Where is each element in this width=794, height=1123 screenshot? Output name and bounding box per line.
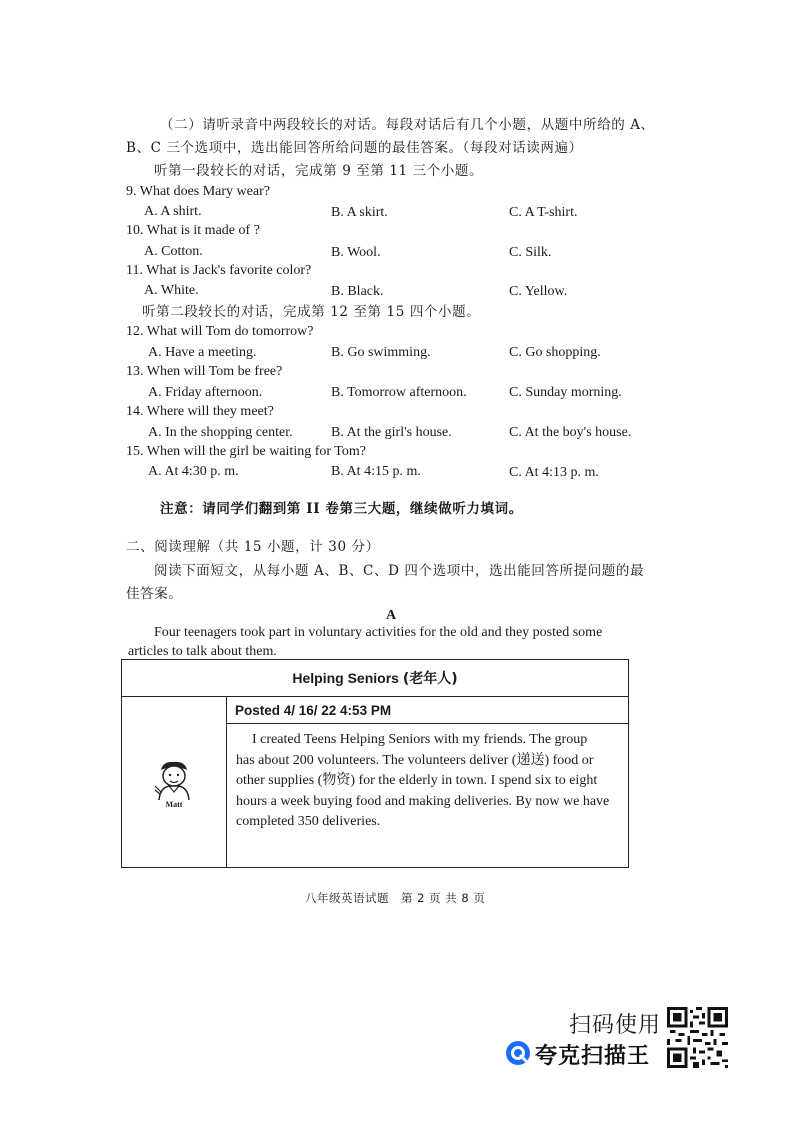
- notice-text: 注意：请同学们翻到第 II 卷第三大题，继续做听力填词。: [160, 501, 523, 517]
- reading-instruction-line2: 佳答案。: [126, 586, 183, 602]
- option-c: C. A T-shirt.: [509, 205, 578, 220]
- option-a: A. Have a meeting.: [148, 345, 257, 360]
- qr-code-icon[interactable]: [667, 1007, 728, 1068]
- post-line: I created Teens Helping Seniors with my friends. The group: [252, 732, 588, 747]
- option-b: B. Black.: [331, 284, 384, 299]
- question-stem: 15. When will the girl be waiting for Tom?: [126, 444, 366, 459]
- option-b: B. A skirt.: [331, 205, 388, 220]
- page-footer: 八年级英语试题 第 2 页 共 8 页: [305, 891, 486, 905]
- post-line: hours a week buying food and making deliveries. By now we have: [236, 793, 610, 809]
- option-c: C. At 4:13 p. m.: [509, 465, 599, 480]
- helping-seniors-table: [121, 659, 629, 868]
- avatar-name: Matt: [165, 799, 183, 809]
- option-c: C. Yellow.: [509, 284, 568, 299]
- post-header: Posted 4/ 16/ 22 4:53 PM: [227, 697, 629, 724]
- option-a: A. In the shopping center.: [148, 425, 293, 440]
- table-title-cn: (老年人): [402, 671, 458, 687]
- option-c: C. Go shopping.: [509, 345, 601, 360]
- option-b: B. Tomorrow afternoon.: [331, 385, 467, 400]
- post-line: completed 350 deliveries.: [236, 814, 381, 829]
- scan-label: 扫码使用: [569, 1013, 662, 1038]
- question-stem: 10. What is it made of ?: [126, 223, 260, 238]
- post-line: other supplies (物资) for the elderly in town. I spend six to eight: [236, 773, 598, 788]
- question-stem: 14. Where will they meet?: [126, 404, 274, 419]
- passage-label: A: [386, 608, 397, 623]
- dialogue2-intro: 听第二段较长的对话，完成第 12 至第 15 四个小题。: [142, 304, 481, 320]
- option-a: A. A shirt.: [144, 204, 202, 219]
- brand-logo-icon: [505, 1040, 531, 1066]
- option-a: A. At 4:30 p. m.: [148, 464, 239, 479]
- dialogue1-intro: 听第一段较长的对话，完成第 9 至第 11 三个小题。: [154, 163, 484, 179]
- listening-instruction-line2: B、C 三个选项中，选出能回答所给问题的最佳答案。（每段对话读两遍）: [126, 140, 583, 156]
- passage-intro-line1: Four teenagers took part in voluntary activities for the old and they posted some: [154, 625, 603, 640]
- option-c: C. Sunday morning.: [509, 385, 622, 400]
- listening-instruction-line1: （二）请听录音中两段较长的对话。每段对话后有几个小题，从题中所给的 A、: [160, 117, 655, 133]
- avatar-cell: [122, 697, 227, 868]
- post-body: [227, 724, 629, 868]
- option-a: A. Friday afternoon.: [148, 385, 263, 400]
- option-b: B. Go swimming.: [331, 345, 431, 360]
- reading-instruction-line1: 阅读下面短文，从每小题 A、B、C、D 四个选项中，选出能回答所提问题的最: [154, 563, 645, 579]
- question-stem: 13. When will Tom be free?: [126, 364, 283, 379]
- table-title: [122, 660, 629, 697]
- passage-intro-line2: articles to talk about them.: [128, 644, 277, 659]
- question-stem: 9. What does Mary wear?: [126, 184, 270, 199]
- option-c: C. At the boy's house.: [509, 425, 632, 440]
- option-b: B. At the girl's house.: [331, 425, 452, 440]
- option-b: B. Wool.: [331, 245, 381, 260]
- option-a: A. White.: [144, 283, 199, 298]
- option-c: C. Silk.: [509, 245, 552, 260]
- option-b: B. At 4:15 p. m.: [331, 464, 421, 479]
- avatar-icon: [151, 756, 197, 802]
- post-line: has about 200 volunteers. The volunteers deliver (递送) food or: [236, 752, 594, 768]
- brand-name: 夸克扫描王: [535, 1044, 651, 1069]
- table-title-en: Helping Seniors: [292, 670, 399, 686]
- question-stem: 12. What will Tom do tomorrow?: [126, 324, 314, 339]
- question-stem: 11. What is Jack's favorite color?: [126, 263, 312, 278]
- reading-section-title: 二、阅读理解（共 15 小题，计 30 分）: [126, 539, 380, 555]
- option-a: A. Cotton.: [144, 244, 203, 259]
